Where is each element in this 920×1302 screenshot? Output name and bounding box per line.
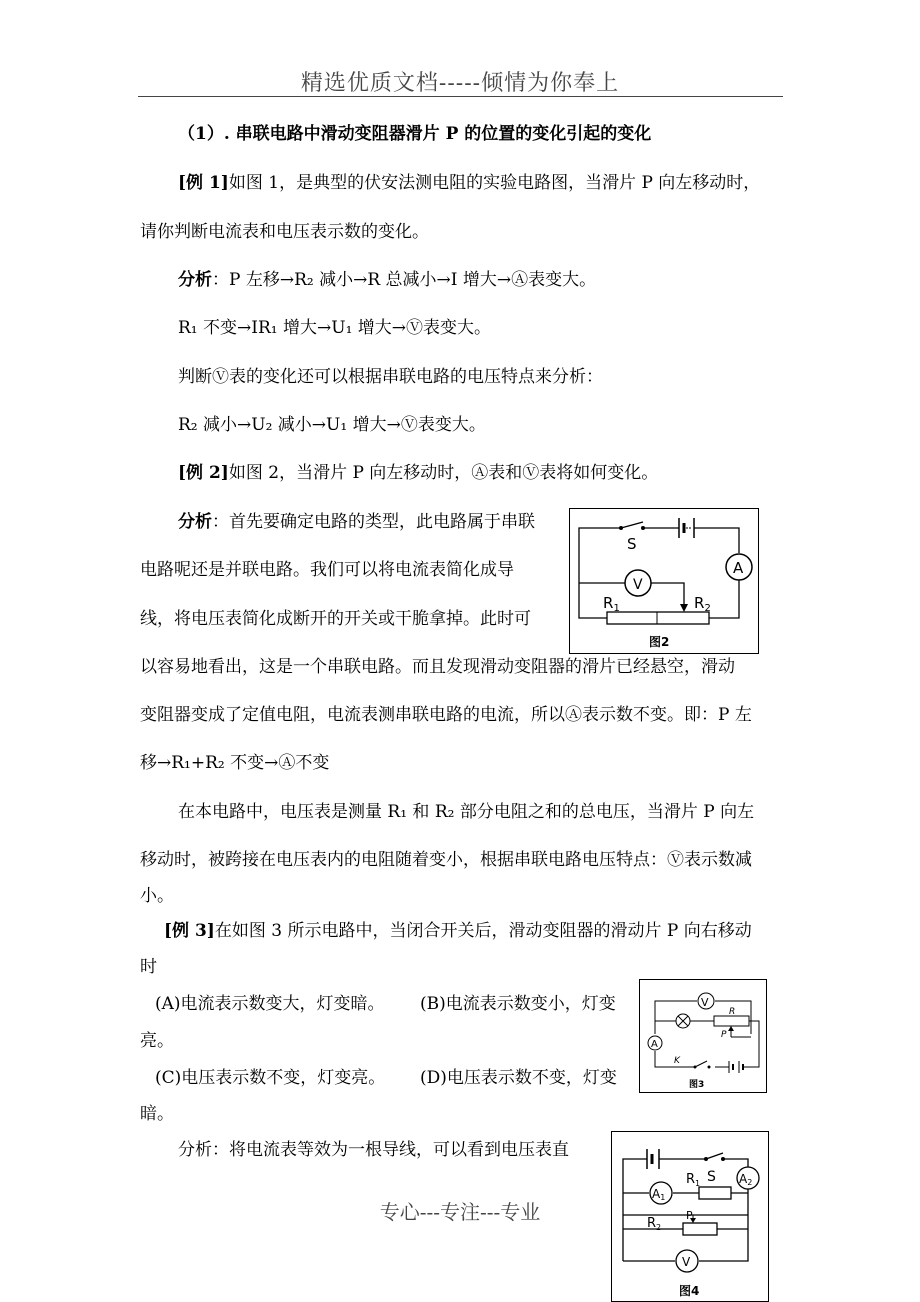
ex1-analysis-3: 判断Ⓥ表的变化还可以根据串联电路的电压特点来分析： bbox=[178, 367, 603, 387]
fig2-r1-label: $R_1$ bbox=[603, 594, 620, 614]
ex3-option-d: (D)电压表示数不变，灯变 bbox=[420, 1068, 617, 1088]
ex2-p6: 移→R₁+R₂ 不变→Ⓐ不变 bbox=[140, 753, 330, 773]
ex3-label: [例 3] bbox=[164, 921, 215, 941]
ex2-analysis-label: 分析 bbox=[178, 512, 212, 532]
page-header: 精选优质文档-----倾情为你奉上 bbox=[300, 71, 620, 96]
figure-2 bbox=[569, 508, 759, 654]
ex2-p7: 在本电路中，电压表是测量 R₁ 和 R₂ 部分电阻之和的总电压，当滑片 P 向左 bbox=[178, 802, 755, 822]
header-rule bbox=[138, 96, 783, 97]
fig4-r1-label: $R_1$ bbox=[686, 1172, 701, 1188]
ex3-option-b: (B)电流表示数变小，灯变 bbox=[420, 994, 616, 1014]
ex1-line-2: 请你判断电流表和电压表示数的变化。 bbox=[140, 222, 429, 242]
ex2-label: [例 2] bbox=[178, 463, 229, 483]
ex1-analysis-1 bbox=[178, 270, 596, 290]
fig2-switch-label: S bbox=[627, 535, 637, 553]
fig3-voltmeter-label: V bbox=[701, 996, 709, 1009]
ex1-analysis-1-text: ：P 左移→R₂ 减小→R 总减小→I 增大→Ⓐ表变大。 bbox=[212, 270, 597, 290]
fig2-caption: 图2 bbox=[649, 635, 670, 649]
ex1-analysis-2: R₁ 不变→IR₁ 增大→U₁ 增大→Ⓥ表变大。 bbox=[178, 318, 492, 338]
fig3-ammeter-label: A bbox=[651, 1039, 658, 1050]
fig2-voltmeter-label: V bbox=[633, 577, 643, 593]
ex2-p3: 线，将电压表简化成断开的开关或干脆拿掉。此时可 bbox=[140, 609, 531, 629]
ex1-line-1 bbox=[178, 173, 760, 193]
fig4-voltmeter-label: V bbox=[682, 1255, 691, 1269]
ex2-p4: 以容易地看出，这是一个串联电路。而且发现滑动变阻器的滑片已经悬空，滑动 bbox=[140, 657, 735, 677]
ex2-p8: 移动时，被跨接在电压表内的电阻随着变小，根据串联电路电压特点：Ⓥ表示数减 bbox=[140, 850, 752, 870]
ex3-analysis: 分析：将电流表等效为一根导线，可以看到电压表直 bbox=[178, 1140, 569, 1160]
fig4-switch-label: S bbox=[707, 1169, 716, 1185]
fig4-slider-label: P bbox=[686, 1209, 693, 1222]
ex1-analysis-label: 分析 bbox=[178, 270, 212, 290]
ex3-line-1 bbox=[164, 921, 752, 941]
fig4-caption: 图4 bbox=[679, 1284, 700, 1298]
ex2-p1: ：首先要确定电路的类型，此电路属于串联 bbox=[212, 512, 535, 532]
ex2-line-1 bbox=[178, 463, 658, 483]
section-title: （1）. 串联电路中滑动变阻器滑片 P 的位置的变化引起的变化 bbox=[178, 124, 652, 144]
figure-3 bbox=[639, 979, 767, 1093]
ex2-p9: 小。 bbox=[140, 886, 174, 906]
ex1-analysis-4: R₂ 减小→U₂ 减小→U₁ 增大→Ⓥ表变大。 bbox=[178, 415, 486, 435]
fig2-ammeter-label: A bbox=[733, 559, 744, 577]
ex2-analysis-1 bbox=[178, 512, 535, 532]
fig3-rheostat-label: R bbox=[729, 1007, 736, 1017]
ex3-option-a: (A)电流表示数变大，灯变暗。 bbox=[155, 994, 385, 1014]
ex3-option-b-cont: 亮。 bbox=[140, 1031, 174, 1051]
ex3-line-2: 时 bbox=[140, 957, 157, 977]
fig4-r2-label: $R_2$ bbox=[647, 1216, 662, 1232]
ex2-p5: 变阻器变成了定值电阻，电流表测串联电路的电流，所以Ⓐ表示数不变。即：P 左 bbox=[140, 705, 752, 725]
ex2-text: 如图 2，当滑片 P 向左移动时，Ⓐ表和Ⓥ表将如何变化。 bbox=[228, 463, 659, 483]
fig3-caption: 图3 bbox=[689, 1080, 705, 1090]
fig2-r2-label: $R_2$ bbox=[694, 594, 711, 614]
fig4-a2-label: A2 bbox=[739, 1172, 753, 1187]
ex3-option-c: (C)电压表示数不变，灯变亮。 bbox=[155, 1068, 386, 1088]
fig3-slider-label: P bbox=[721, 1030, 727, 1040]
ex3-text-a: 在如图 3 所示电路中，当闭合开关后，滑动变阻器的滑动片 P 向右移动 bbox=[214, 921, 752, 941]
ex1-label: [例 1] bbox=[178, 173, 229, 193]
fig4-a1-label: A1 bbox=[652, 1187, 666, 1202]
page-footer: 专心---专注---专业 bbox=[379, 1200, 541, 1224]
ex3-option-d-cont: 暗。 bbox=[140, 1104, 174, 1124]
fig3-switch-label: K bbox=[674, 1056, 680, 1066]
ex1-text-a: 如图 1，是典型的伏安法测电阻的实验电路图，当滑片 P 向左移动时， bbox=[228, 173, 761, 193]
ex2-p2: 电路呢还是并联电路。我们可以将电流表简化成导 bbox=[140, 560, 514, 580]
